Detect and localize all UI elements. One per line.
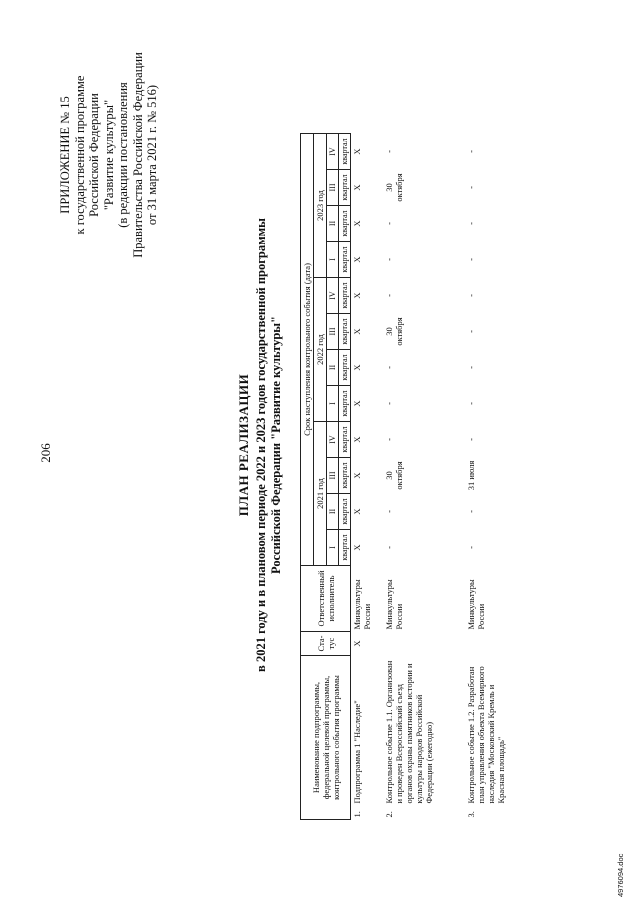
row-value: -: [465, 366, 476, 369]
header-quarter: IV: [327, 278, 339, 314]
table-row: [465, 134, 535, 820]
document-id: 4976094.doc: [616, 853, 625, 897]
header-name: Наименование подпрограммы, федеральной целевой программы, контрольного события программы: [301, 656, 351, 820]
row-number: 2.: [383, 811, 394, 818]
row-value: -: [465, 402, 476, 405]
header-year: 2023 год: [314, 134, 327, 278]
row-value: X: [352, 256, 362, 263]
header-quarter: I: [327, 386, 339, 422]
header-quarter: IV: [327, 422, 339, 458]
row-value: X: [352, 148, 362, 155]
row-value: X: [352, 364, 362, 371]
header-quarter-word: квартал: [339, 350, 351, 386]
row-number: 3.: [465, 811, 476, 818]
row-status: X: [352, 640, 362, 647]
header-quarter: III: [327, 458, 339, 494]
row-value: X: [352, 508, 362, 515]
appendix-line: к государственной программе: [72, 75, 87, 235]
row-value: X: [352, 220, 362, 227]
row-value: -: [465, 186, 476, 189]
header-quarter-word: квартал: [339, 530, 351, 566]
row-value: -: [383, 402, 394, 405]
plan-title: ПЛАН РЕАЛИЗАЦИИ: [236, 373, 251, 517]
row-name: Контрольное событие 1.2. Разработан план управления объекта Всемирного наследия "Московский Кремль и Красная площадь": [465, 666, 506, 804]
header-quarter-word: квартал: [339, 278, 351, 314]
row-value: -: [465, 510, 476, 513]
row-value: -: [383, 258, 394, 261]
row-value: -: [383, 510, 394, 513]
appendix-line: ПРИЛОЖЕНИЕ № 15: [58, 96, 72, 214]
row-status: [383, 632, 465, 656]
header-quarter-word: квартал: [339, 494, 351, 530]
header-quarter-word: квартал: [339, 242, 351, 278]
appendix-block: [58, 25, 160, 285]
row-value: -: [383, 294, 394, 297]
header-quarter-word: квартал: [339, 422, 351, 458]
header-executor: Ответственный исполнитель: [301, 566, 351, 632]
row-name: Контрольное событие 1.1. Организован и проведен Всероссийский съезд органов охраны памятников истории и культуры народов Российской Федерации (ежегодно): [383, 660, 434, 804]
table-row: [351, 134, 383, 820]
header-quarter: IV: [327, 134, 339, 170]
header-deadline: Срок наступления контрольного события (дата): [301, 134, 314, 566]
header-quarter: I: [327, 530, 339, 566]
row-value: 30 октября: [383, 461, 404, 490]
appendix-line: Российской Федерации: [87, 93, 101, 217]
row-value: -: [465, 294, 476, 297]
header-quarter-word: квартал: [339, 386, 351, 422]
row-name: Подпрограмма 1 "Наследие": [352, 700, 362, 804]
row-value: X: [352, 400, 362, 407]
header-quarter-word: квартал: [339, 314, 351, 350]
plan-subtitle-line: в 2021 году и в плановом периоде 2022 и 2023 годов государственной программы: [254, 218, 268, 672]
row-value: -: [383, 546, 394, 549]
row-value: -: [465, 150, 476, 153]
row-value: X: [352, 292, 362, 299]
row-executor: Минкультуры России: [465, 579, 486, 630]
row-value: -: [465, 546, 476, 549]
row-value: -: [383, 438, 394, 441]
appendix-line: от 31 марта 2021 г. № 516): [145, 84, 159, 226]
row-value: -: [383, 150, 394, 153]
row-value: X: [352, 544, 362, 551]
row-executor: Минкультуры России: [352, 579, 372, 630]
header-quarter-word: квартал: [339, 134, 351, 170]
header-quarter: I: [327, 242, 339, 278]
header-quarter-word: квартал: [339, 170, 351, 206]
row-value: 30 октября: [383, 173, 404, 202]
row-status: [465, 632, 535, 656]
header-quarter: II: [327, 494, 339, 530]
row-value: X: [352, 472, 362, 479]
page-number: 206: [38, 443, 53, 463]
row-value: -: [383, 222, 394, 225]
row-value: 30 октября: [383, 317, 404, 346]
header-year: 2022 год: [314, 278, 327, 422]
header-status: Ста-тус: [301, 632, 351, 656]
appendix-line: Правительства Российской Федерации: [130, 52, 145, 258]
row-value: -: [465, 438, 476, 441]
row-value: -: [465, 222, 476, 225]
header-quarter-word: квартал: [339, 458, 351, 494]
row-value: -: [383, 366, 394, 369]
row-value: -: [465, 258, 476, 261]
row-value: 31 июля: [465, 460, 476, 491]
row-number: 1.: [352, 811, 362, 818]
row-value: -: [465, 330, 476, 333]
plan-subtitle: [254, 145, 284, 745]
appendix-line: "Развитие культуры": [101, 99, 116, 211]
header-quarter: II: [327, 206, 339, 242]
row-value: X: [352, 184, 362, 191]
header-quarter: III: [327, 314, 339, 350]
plan-subtitle-line: Российской Федерации "Развитие культуры": [269, 316, 283, 574]
header-quarter-word: квартал: [339, 206, 351, 242]
appendix-line: (в редакции постановления: [116, 82, 130, 228]
row-value: X: [352, 328, 362, 335]
header-year: 2021 год: [314, 422, 327, 566]
table-row: [383, 134, 465, 820]
header-quarter: III: [327, 170, 339, 206]
row-value: X: [352, 436, 362, 443]
header-quarter: II: [327, 350, 339, 386]
implementation-plan-table: [300, 133, 535, 820]
row-executor: Минкультуры России: [383, 579, 404, 630]
